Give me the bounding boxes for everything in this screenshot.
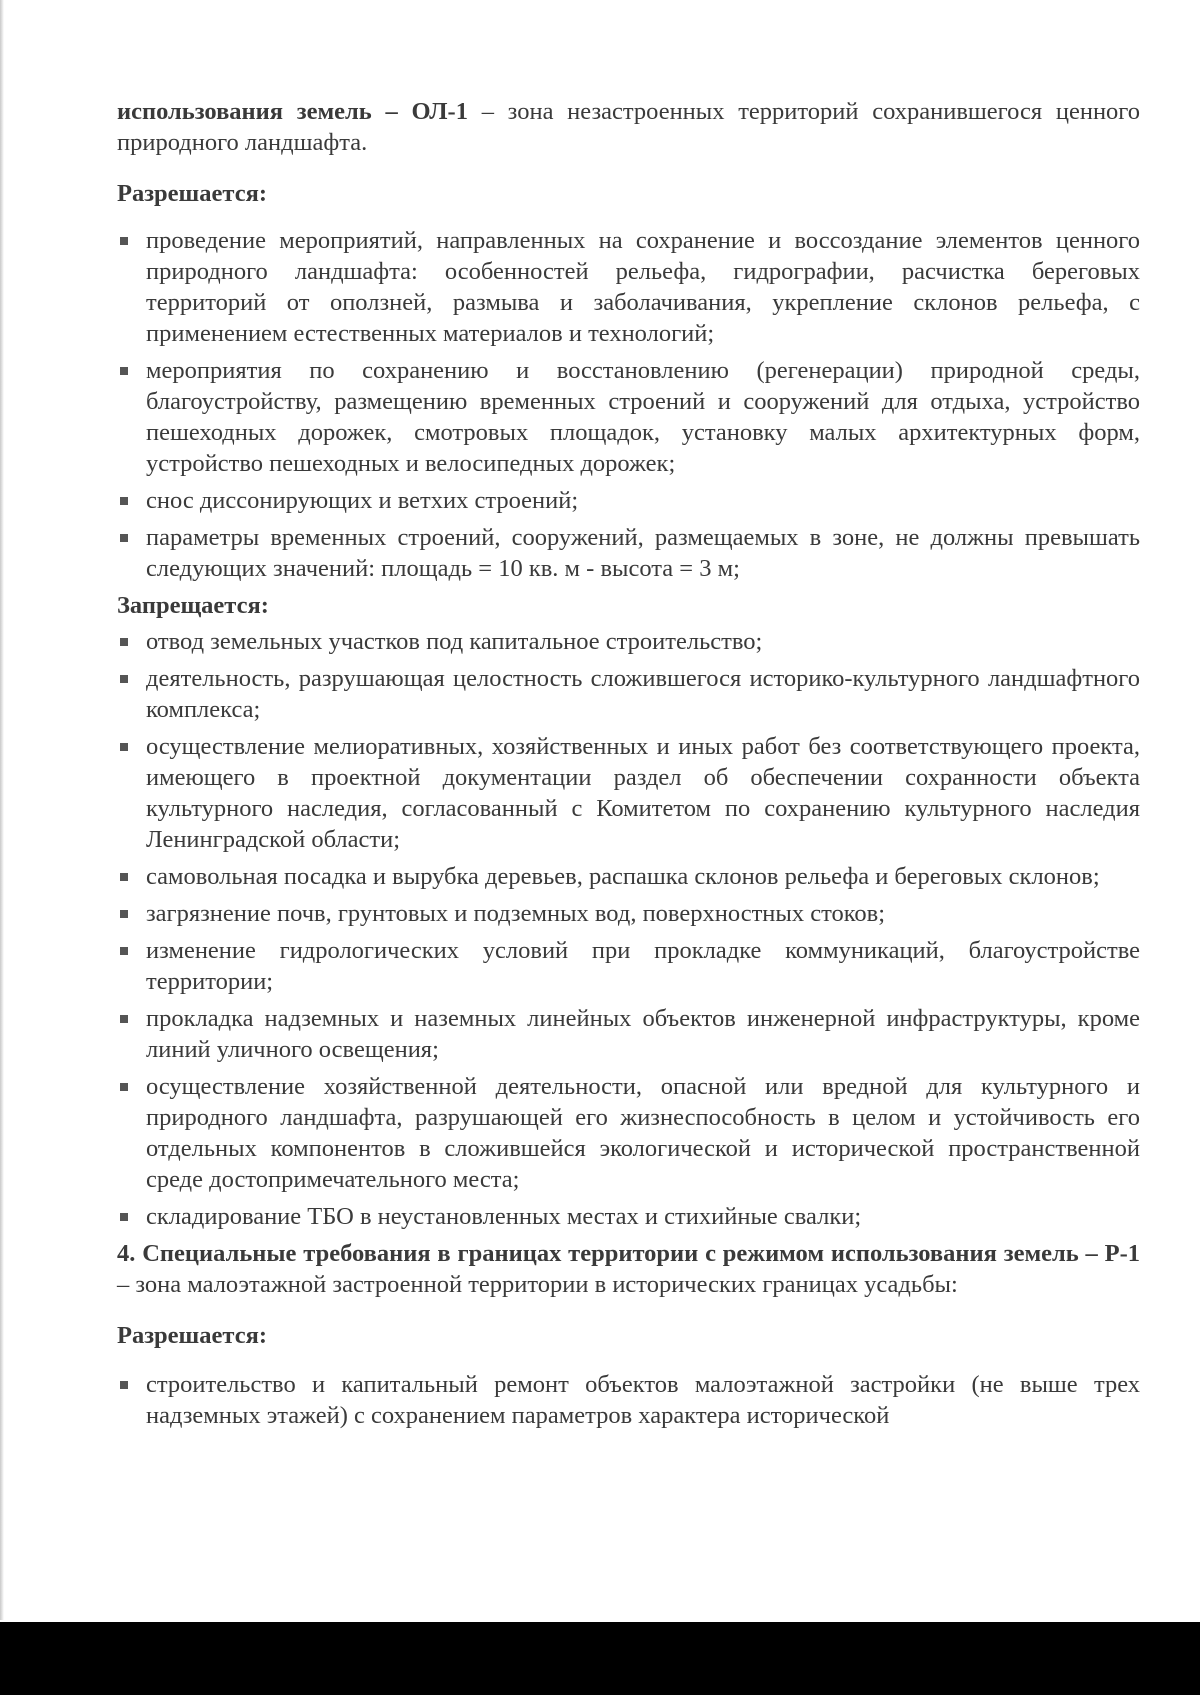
section-4-text: – зона малоэтажной застроенной территории в исторических границах усадьбы:	[117, 1271, 958, 1298]
list-item-text: изменение гидрологических условий при прокладке коммуникаций, благоустройстве территории;	[146, 937, 1140, 995]
list-item-text: прокладка надземных и наземных линейных объектов инженерной инфраструктуры, кроме линий уличного освещения;	[146, 1005, 1140, 1063]
list-item	[117, 731, 1140, 855]
bullet-icon	[120, 1381, 128, 1389]
list-item	[117, 1003, 1140, 1065]
intro-paragraph	[117, 96, 1140, 158]
scan-bottom-border	[0, 1622, 1200, 1695]
list-item	[117, 1201, 1140, 1232]
bullet-icon	[120, 873, 128, 881]
bullet-icon	[120, 743, 128, 751]
list-item	[117, 1071, 1140, 1195]
list-item-text: отвод земельных участков под капитальное строительство;	[146, 628, 763, 655]
list-item	[117, 935, 1140, 997]
list-item-text: осуществление хозяйственной деятельности, опасной или вредной для культурного и природного ландшафта, разрушающей его жизнеспособность в целом и устойчивость его отдельных компонентов в сложившейся экологической и исторической пространственной среде достопримечательного места;	[146, 1073, 1140, 1193]
list-item	[117, 626, 1140, 657]
list-item	[117, 898, 1140, 929]
bullet-icon	[120, 534, 128, 542]
list-item-text: загрязнение почв, грунтовых и подземных вод, поверхностных стоков;	[146, 900, 886, 927]
allowed-heading: Разрешается:	[117, 180, 267, 207]
bullet-icon	[120, 910, 128, 918]
scan-edge-shadow	[0, 0, 4, 1620]
list-item-text: самовольная посадка и вырубка деревьев, распашка склонов рельефа и береговых склонов;	[146, 863, 1100, 890]
list-item-text: проведение мероприятий, направленных на сохранение и воссоздание элементов ценного природного ландшафта: особенностей рельефа, гидрографии, расчистка береговых территорий от оползней, размыва и заболачивания, укрепление склонов рельефа, с применением естественных материалов и технологий;	[146, 227, 1140, 347]
bullet-icon	[120, 367, 128, 375]
bullet-icon	[120, 237, 128, 245]
document-page	[117, 96, 1140, 1437]
list-item	[117, 355, 1140, 479]
list-item-text: мероприятия по сохранению и восстановлению (регенерации) природной среды, благоустройству, размещению временных строений и сооружений для отдыха, устройство пешеходных дорожек, смотровых площадок, установку малых архитектурных форм, устройство пешеходных и велосипедных дорожек;	[146, 357, 1140, 477]
list-item	[117, 225, 1140, 349]
allowed-list	[117, 225, 1140, 584]
list-item-text: снос диссонирующих и ветхих строений;	[146, 487, 579, 514]
list-item	[117, 663, 1140, 725]
bullet-icon	[120, 497, 128, 505]
bullet-icon	[120, 1083, 128, 1091]
prohibited-heading: Запрещается:	[117, 592, 269, 619]
list-item-text: деятельность, разрушающая целостность сложившегося историко-культурного ландшафтного комплекса;	[146, 665, 1140, 723]
list-item-text: складирование ТБО в неустановленных местах и стихийные свалки;	[146, 1203, 862, 1230]
bullet-icon	[120, 947, 128, 955]
list-item	[117, 1369, 1140, 1431]
prohibited-list	[117, 626, 1140, 1232]
intro-bold: использования земель – ОЛ-1	[117, 98, 468, 125]
allowed-list-2	[117, 1369, 1140, 1431]
list-item-text: осуществление мелиоративных, хозяйственных и иных работ без соответствующего проекта, имеющего в проектной документации раздел об обеспечении сохранности объекта культурного наследия, согласованный с Комитетом по сохранению культурного наследия Ленинградской области;	[146, 733, 1140, 853]
list-item-text: строительство и капитальный ремонт объектов малоэтажной застройки (не выше трех надземных этажей) с сохранением параметров характера исторической	[146, 1371, 1140, 1429]
section-4-paragraph	[117, 1238, 1140, 1300]
list-item	[117, 522, 1140, 584]
bullet-icon	[120, 675, 128, 683]
bullet-icon	[120, 638, 128, 646]
section-4-bold: 4. Специальные требования в границах территории с режимом использования земель – Р-1	[117, 1240, 1140, 1267]
allowed-heading-2: Разрешается:	[117, 1322, 267, 1349]
bullet-icon	[120, 1213, 128, 1221]
bullet-icon	[120, 1015, 128, 1023]
list-item	[117, 485, 1140, 516]
list-item-text: параметры временных строений, сооружений, размещаемых в зоне, не должны превышать следующих значений: площадь = 10 кв. м - высота = 3 м;	[146, 524, 1140, 582]
intro-text: – зона незастроенных территорий сохранившегося ценного природного ландшафта.	[117, 98, 1140, 156]
list-item	[117, 861, 1140, 892]
